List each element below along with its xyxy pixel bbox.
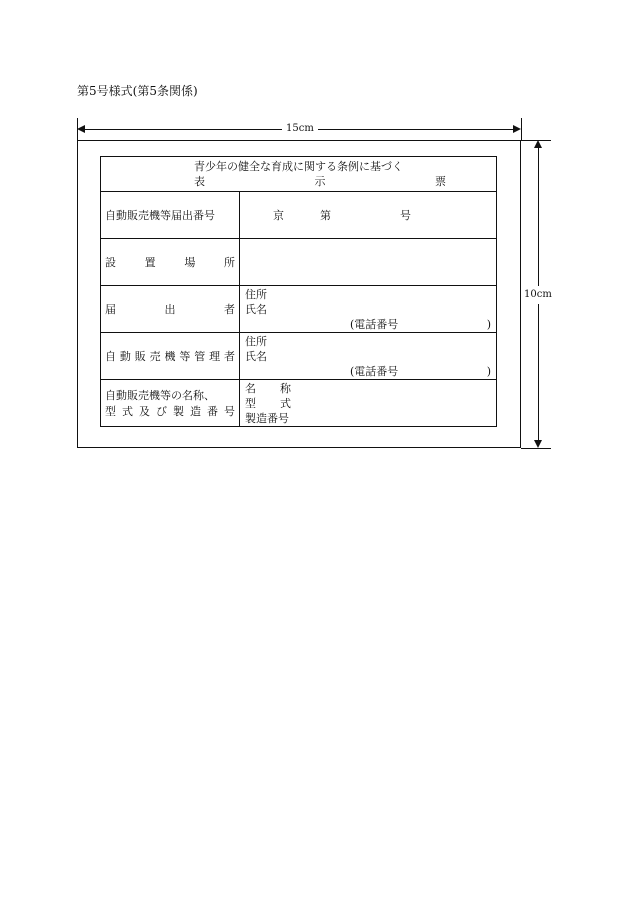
row-label (101, 333, 240, 380)
label-char: 動 (119, 350, 131, 363)
serial-label: 製造番号 (245, 411, 289, 425)
label-char: 所 (223, 256, 235, 269)
number-part: 号 (400, 208, 411, 222)
label-char: 自 (105, 350, 116, 363)
field-char: 称 (280, 381, 291, 395)
form-title: 第5号様式(第5条関係) (77, 84, 198, 98)
row-registrant (101, 286, 497, 333)
header-char: 表 (194, 175, 205, 188)
dimension-tick-right (521, 118, 522, 140)
row-label (101, 239, 240, 286)
label-char: 機 (164, 350, 176, 363)
arrow-down-icon (534, 440, 542, 448)
label-char: 等 (179, 350, 191, 363)
label-char: び (156, 405, 167, 418)
header-char: 票 (435, 175, 446, 188)
label-char: 番 (207, 405, 218, 418)
registration-number-field (240, 192, 497, 239)
label-char: 届 (105, 303, 116, 316)
arrow-right-icon (513, 125, 521, 133)
header-line2 (101, 174, 496, 189)
label-char: 理 (209, 350, 221, 363)
label-char: 販 (134, 350, 146, 363)
label-char: 者 (224, 350, 235, 363)
label-char: 場 (184, 256, 196, 269)
row-label (101, 286, 240, 333)
row-machine-info (101, 380, 497, 427)
phone-close: ) (486, 364, 491, 378)
arrow-up-icon (534, 140, 542, 148)
number-part: 第 (320, 208, 331, 222)
dimension-extension-bottom (521, 448, 551, 449)
row-location (101, 239, 497, 286)
name-label: 氏名 (245, 302, 267, 316)
label-char: 型 (105, 405, 116, 418)
row-label: 自動販売機等届出番号 (101, 192, 240, 239)
label-char: 号 (224, 405, 235, 418)
label-char: 出 (164, 303, 176, 316)
address-label: 住所 (245, 287, 267, 301)
label-char: 者 (224, 303, 235, 316)
label-char: 式 (122, 405, 133, 418)
registrant-field (240, 286, 497, 333)
arrow-left-icon (77, 125, 85, 133)
label-line1: 自動販売機等の名称、 (105, 389, 215, 402)
height-dimension (524, 140, 552, 448)
label-char: 製 (173, 405, 184, 418)
row-manager (101, 333, 497, 380)
address-label: 住所 (245, 334, 267, 348)
height-label: 10cm (524, 286, 552, 304)
label-char: 売 (149, 350, 161, 363)
header-char: 示 (314, 175, 326, 188)
machine-info-field (240, 380, 497, 427)
name-label: 氏名 (245, 349, 267, 363)
width-dimension (77, 123, 521, 135)
phone-label: (電話番号 (350, 317, 399, 331)
width-label: 15cm (282, 122, 318, 136)
field-char: 型 (245, 396, 256, 410)
label-char: 置 (144, 256, 156, 269)
label-char: 及 (139, 405, 150, 418)
label-char: 管 (194, 350, 206, 363)
manager-field (240, 333, 497, 380)
row-registration-number (101, 192, 497, 239)
header-line1: 青少年の健全な育成に関する条例に基づく (194, 160, 403, 173)
sign-header (101, 157, 497, 192)
field-char: 式 (280, 396, 291, 410)
label-char: 設 (105, 256, 116, 269)
number-part: 京 (273, 208, 284, 222)
phone-label: (電話番号 (350, 364, 399, 378)
label-char: 造 (190, 405, 201, 418)
sign-table (100, 156, 497, 427)
field-char: 名 (245, 381, 256, 395)
location-field (240, 239, 497, 286)
phone-close: ) (486, 317, 491, 331)
row-label (101, 380, 240, 427)
